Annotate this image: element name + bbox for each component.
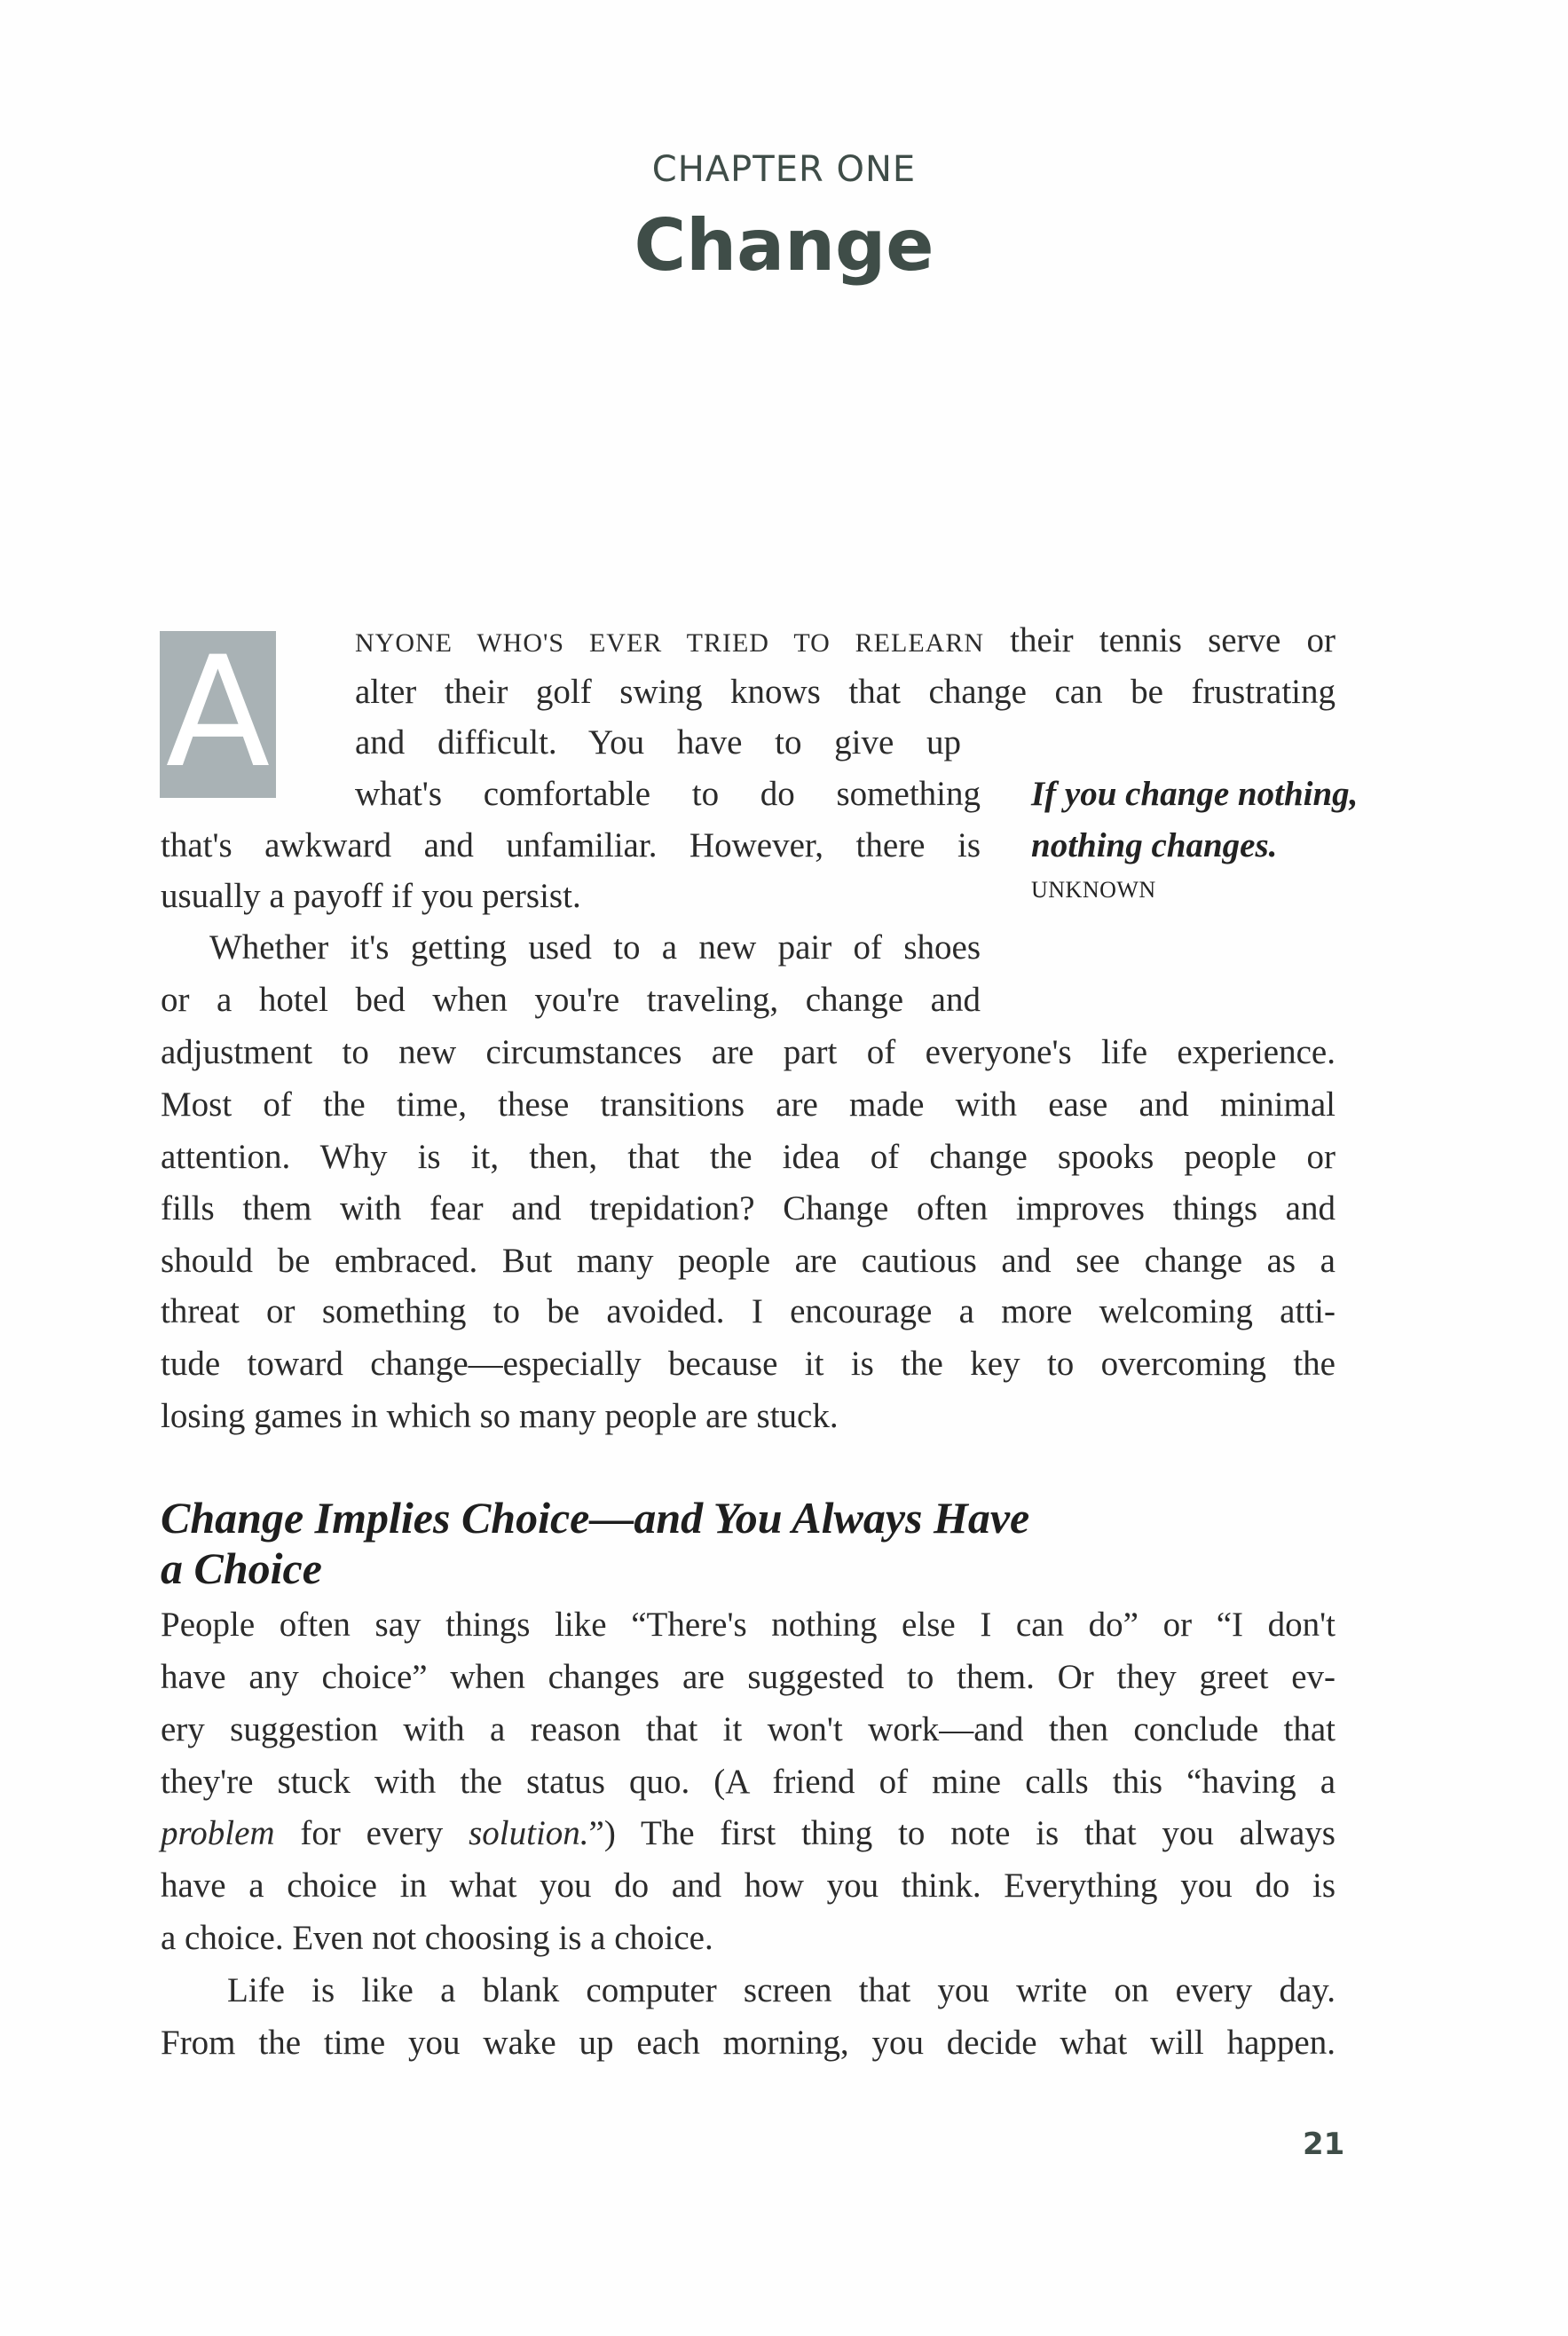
paragraph-line: a choice. Even not choosing is a choice. [161,1919,713,1957]
intro-line: alter their golf swing knows that change can be frustrating [355,673,1336,711]
intro-line: NYONE WHO'S EVER TRIED TO RELEARN their tennis serve or [355,621,1336,659]
smallcaps-lead: NYONE WHO'S EVER TRIED TO RELEARN [355,628,984,658]
paragraph-line: they're stuck with the status quo. (A friend of mine calls this “having a [161,1763,1336,1801]
paragraph-line: ery suggestion with a reason that it won't work—and then conclude that [161,1710,1336,1748]
paragraph-line: tude toward change—especially because it is the key to overcoming the [161,1345,1336,1383]
epigraph-attribution: UNKNOWN [1031,877,1156,903]
paragraph-line: Most of the time, these transitions are made with ease and minimal [161,1085,1336,1124]
drop-cap [160,623,276,801]
section-heading-line-1: Change Implies Choice—and You Always Have [161,1493,1030,1543]
paragraph-line: adjustment to new circumstances are part of everyone's life experience. [161,1033,1336,1071]
section-heading-line-2: a Choice [161,1543,322,1593]
paragraph-line: Life is like a blank computer screen that you write on every day. [227,1971,1336,2009]
intro-line: and difficult. You have to give up [355,723,961,762]
paragraph-line: People often say things like “There's nothing else I can do” or “I don't [161,1606,1336,1644]
page-number: 21 [1303,2127,1345,2162]
drop-cap-letter: A [165,623,271,801]
paragraph-line: losing games in which so many people are stuck. [161,1397,839,1435]
epigraph-line-1: If you change nothing, [1031,775,1359,813]
paragraph-line: threat or something to be avoided. I encourage a more welcoming atti- [161,1292,1336,1330]
paragraph-line: Whether it's getting used to a new pair of shoes [209,928,981,967]
intro-line: usually a payoff if you persist. [161,877,581,915]
paragraph-line: attention. Why is it, then, that the idea of change spooks people or [161,1138,1336,1176]
paragraph-line: problem for every solution.”) The first thing to note is that you always [161,1814,1336,1852]
paragraph-line: should be embraced. But many people are cautious and see change as a [161,1242,1336,1280]
chapter-title: Change [634,204,934,287]
paragraph-line: From the time you wake up each morning, you decide what will happen. [161,2024,1336,2062]
epigraph-line-2: nothing changes. [1031,826,1278,864]
paragraph-line: have any choice” when changes are suggested to them. Or they greet ev- [161,1658,1336,1696]
intro-line: that's awkward and unfamiliar. However, there is [161,826,981,864]
intro-line: what's comfortable to do something [355,775,981,813]
paragraph-line: have a choice in what you do and how you think. Everything you do is [161,1866,1336,1905]
paragraph-line: or a hotel bed when you're traveling, change and [161,981,981,1019]
chapter-label: CHAPTER ONE [651,149,917,190]
paragraph-line: fills them with fear and trepidation? Change often improves things and [161,1189,1336,1227]
